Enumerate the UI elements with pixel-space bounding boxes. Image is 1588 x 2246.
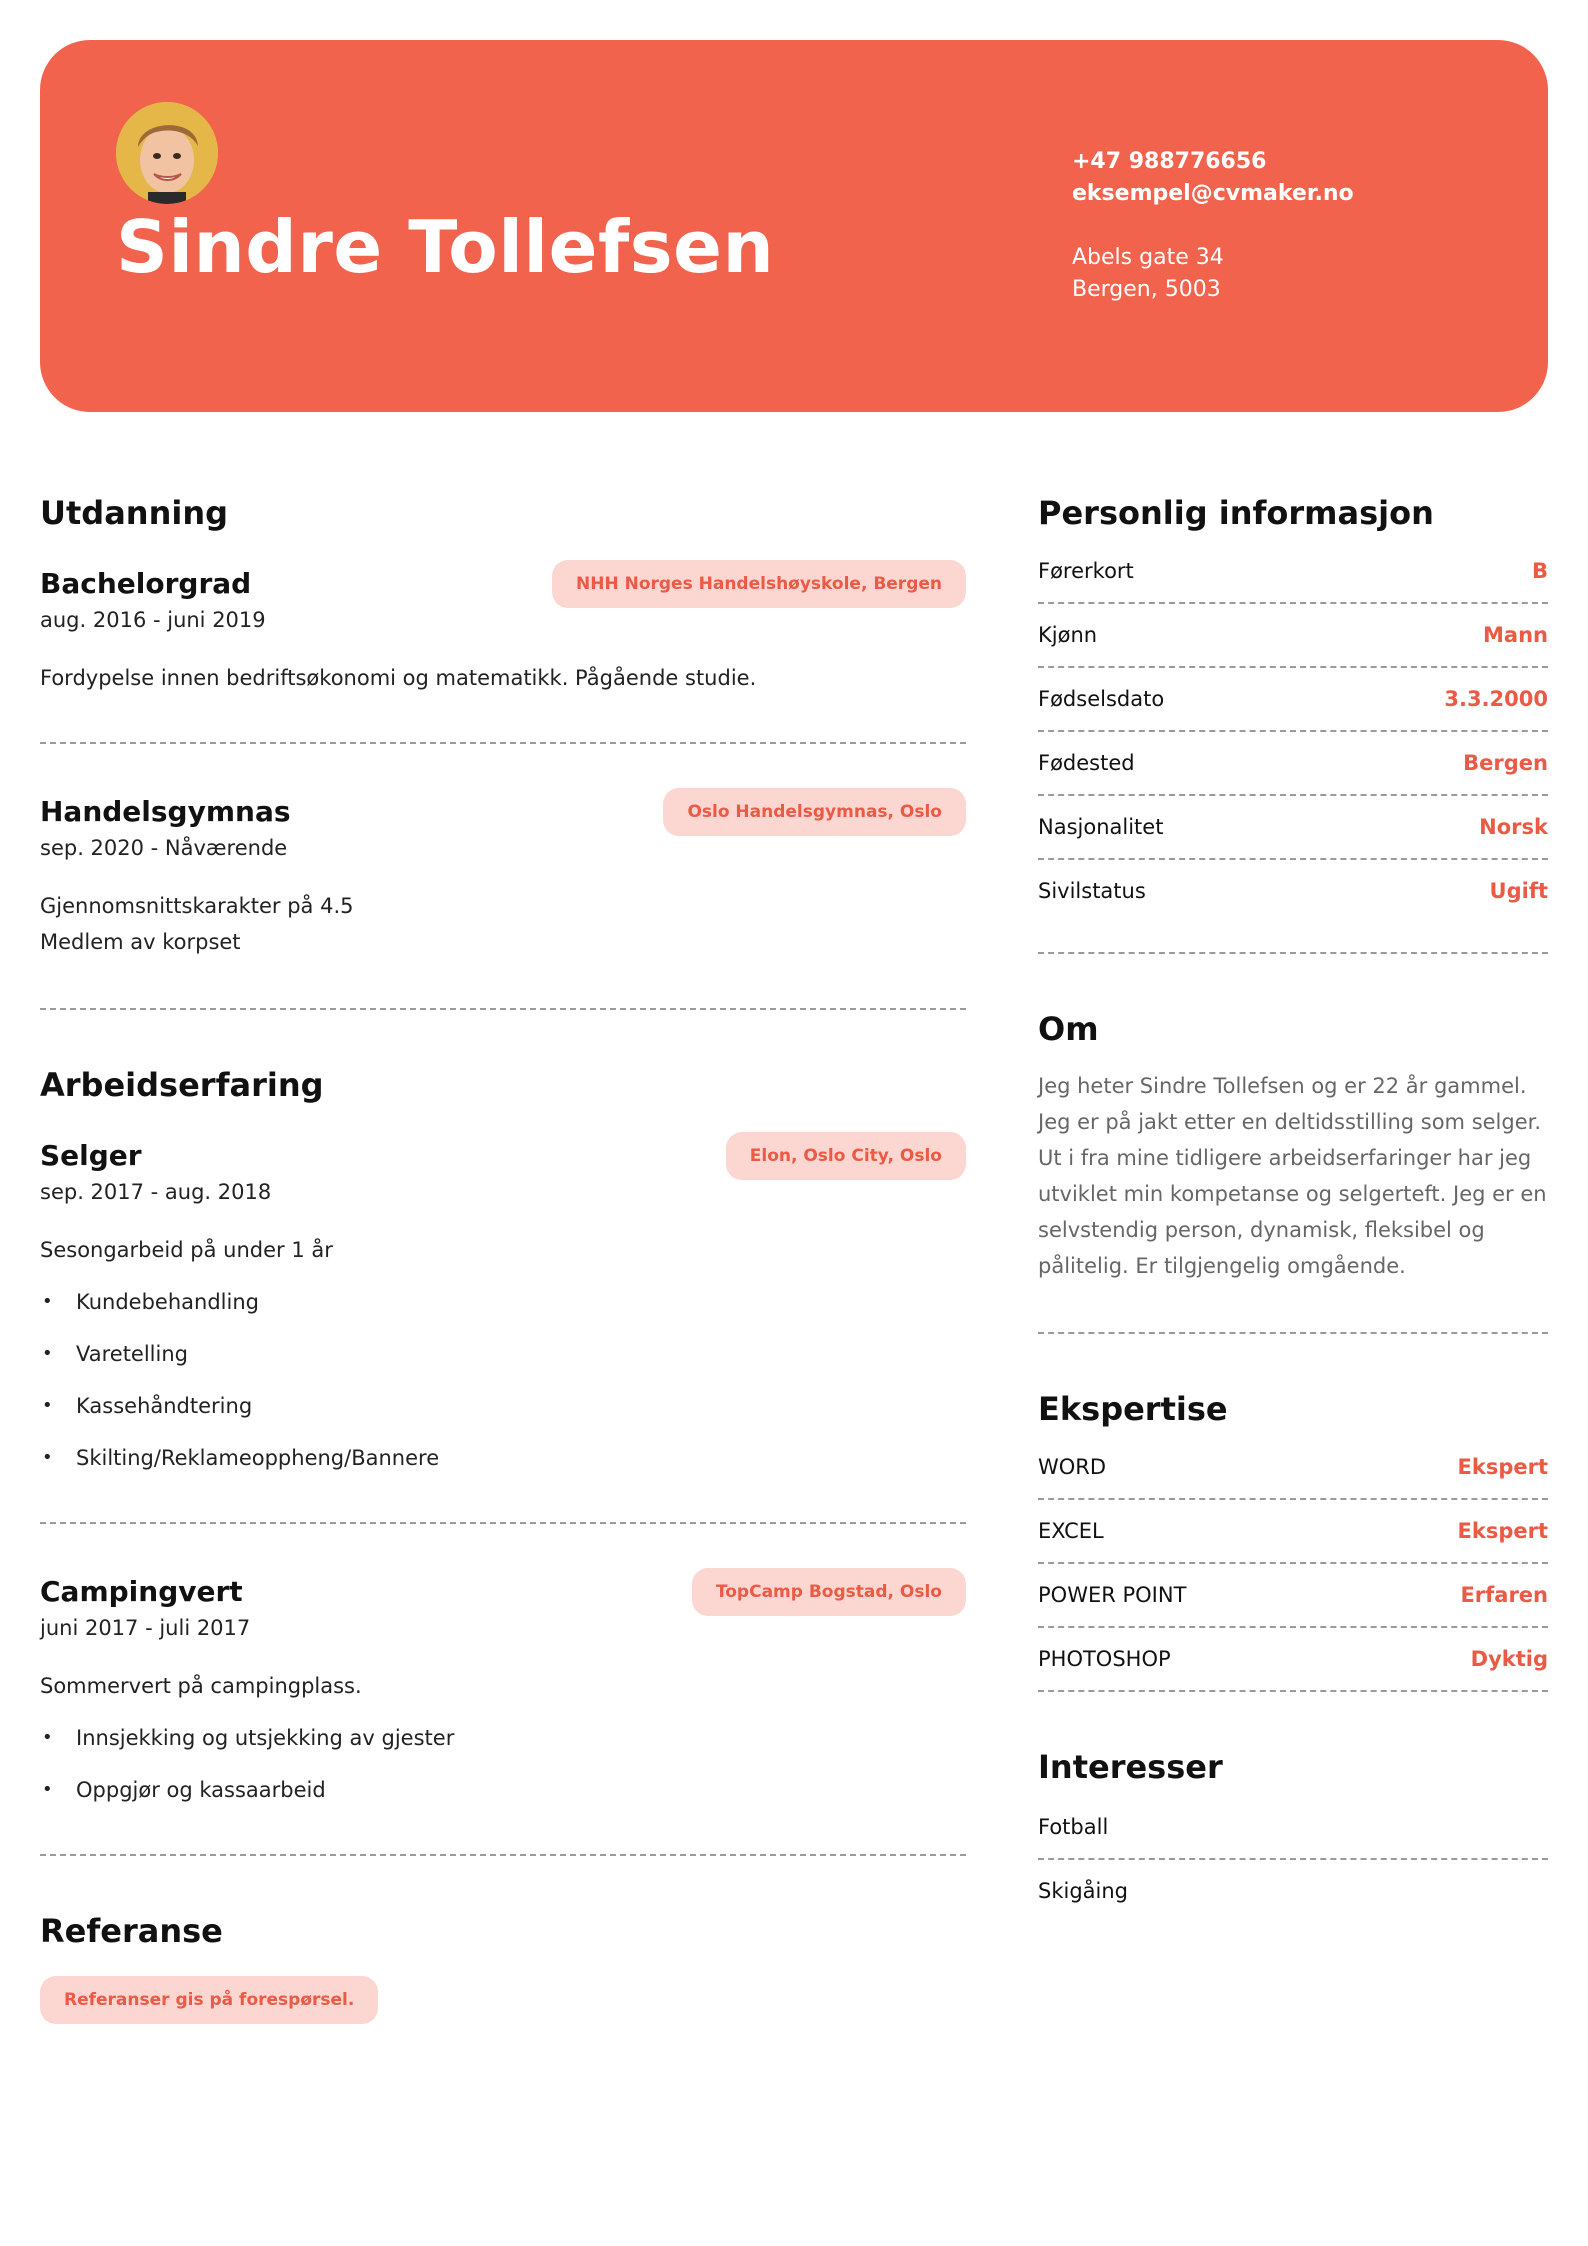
entry-title: Selger xyxy=(40,1139,142,1172)
institution-chip: NHH Norges Handelshøyskole, Bergen xyxy=(552,560,966,608)
profile-photo-icon xyxy=(116,102,218,204)
entry-description-line: Gjennomsnittskarakter på 4.5 xyxy=(40,894,354,918)
experience-entry xyxy=(40,1568,966,1808)
list-item: • Varetelling xyxy=(40,1336,966,1372)
education-section-title: Utdanning xyxy=(40,494,228,532)
skill-label: PHOTOSHOP xyxy=(1038,1647,1171,1671)
info-value: Ugift xyxy=(1489,879,1548,903)
duties-list xyxy=(40,1284,966,1476)
info-label: Fødested xyxy=(1038,751,1135,775)
list-item: • Skilting/Reklameoppheng/Bannere xyxy=(40,1440,966,1476)
entry-description: Fordypelse innen bedriftsøkonomi og matematikk. Pågående studie. xyxy=(40,666,757,690)
interest-item: Fotball xyxy=(1038,1815,1109,1839)
skill-row xyxy=(1038,1564,1548,1626)
interests-section-title: Interesser xyxy=(1038,1748,1223,1786)
left-column xyxy=(40,488,966,2024)
entry-summary: Sommervert på campingplass. xyxy=(40,1674,362,1698)
contact-block xyxy=(1072,146,1354,306)
interest-item: Skigåing xyxy=(1038,1879,1128,1903)
info-value: 3.3.2000 xyxy=(1444,687,1548,711)
skills-section-title: Ekspertise xyxy=(1038,1390,1228,1428)
reference-chip-wrap xyxy=(40,1976,966,2024)
skill-level: Erfaren xyxy=(1460,1583,1548,1607)
header-banner xyxy=(40,40,1548,412)
skill-label: WORD xyxy=(1038,1455,1107,1479)
list-item: • Kassehåndtering xyxy=(40,1388,966,1424)
divider xyxy=(40,1522,966,1524)
experience-entry xyxy=(40,1132,966,1476)
address-line-2: Bergen, 5003 xyxy=(1072,277,1221,302)
divider xyxy=(1038,1690,1548,1692)
info-value: Bergen xyxy=(1463,751,1548,775)
info-row-drivers-license xyxy=(1038,540,1548,602)
skill-level: Dyktig xyxy=(1470,1647,1548,1671)
divider xyxy=(40,742,966,744)
entry-date: aug. 2016 - juni 2019 xyxy=(40,608,266,632)
info-row-birthplace xyxy=(1038,732,1548,794)
address-line-1: Abels gate 34 xyxy=(1072,245,1224,270)
full-name: Sindre Tollefsen xyxy=(116,205,775,289)
reference-section-title: Referanse xyxy=(40,1912,223,1950)
right-column xyxy=(1038,488,1548,1922)
skill-row xyxy=(1038,1436,1548,1498)
list-item: • Innsjekking og utsjekking av gjester xyxy=(40,1720,966,1756)
info-row-birthdate xyxy=(1038,668,1548,730)
info-value: B xyxy=(1531,559,1548,583)
skill-label: POWER POINT xyxy=(1038,1583,1187,1607)
education-entry xyxy=(40,560,966,696)
entry-description-line: Medlem av korpset xyxy=(40,930,241,954)
interests-list xyxy=(1038,1796,1548,1922)
personal-info-list xyxy=(1038,540,1548,954)
avatar xyxy=(116,102,218,204)
entry-summary: Sesongarbeid på under 1 år xyxy=(40,1238,333,1262)
entry-title: Handelsgymnas xyxy=(40,795,291,828)
about-section-title: Om xyxy=(1038,1010,1099,1048)
employer-chip: Elon, Oslo City, Oslo xyxy=(726,1132,966,1180)
divider xyxy=(40,1854,966,1856)
info-row-gender xyxy=(1038,604,1548,666)
skill-label: EXCEL xyxy=(1038,1519,1104,1543)
entry-title: Bachelorgrad xyxy=(40,567,252,600)
info-label: Førerkort xyxy=(1038,559,1134,583)
email-address: eksempel@cvmaker.no xyxy=(1072,181,1354,206)
list-item: • Oppgjør og kassaarbeid xyxy=(40,1772,966,1808)
skill-row xyxy=(1038,1628,1548,1690)
entry-title: Campingvert xyxy=(40,1575,243,1608)
info-row-marital-status xyxy=(1038,860,1548,922)
info-value: Mann xyxy=(1483,623,1548,647)
info-label: Kjønn xyxy=(1038,623,1098,647)
info-value: Norsk xyxy=(1479,815,1548,839)
skill-level: Ekspert xyxy=(1457,1455,1548,1479)
reference-chip: Referanser gis på forespørsel. xyxy=(40,1976,378,2024)
phone-number: +47 988776656 xyxy=(1072,149,1267,174)
about-text: Jeg heter Sindre Tollefsen og er 22 år gammel. Jeg er på jakt etter en deltidsstilling som selger. Ut i fra mine tidligere arbeidserfaringer har jeg utviklet min kompetanse og selgerteft. Jeg er en selvstendig person, dynamisk, fleksibel og pålitelig. Er tilgjengelig omgående. xyxy=(1038,1074,1547,1278)
education-entry xyxy=(40,788,966,960)
info-row-nationality xyxy=(1038,796,1548,858)
info-label: Fødselsdato xyxy=(1038,687,1165,711)
info-label: Sivilstatus xyxy=(1038,879,1146,903)
entry-date: sep. 2017 - aug. 2018 xyxy=(40,1180,272,1204)
experience-section-title: Arbeidserfaring xyxy=(40,1066,324,1104)
skill-level: Ekspert xyxy=(1457,1519,1548,1543)
employer-chip: TopCamp Bogstad, Oslo xyxy=(692,1568,966,1616)
divider xyxy=(1038,1332,1548,1334)
divider xyxy=(40,1008,966,1010)
skills-list xyxy=(1038,1436,1548,1692)
entry-date: sep. 2020 - Nåværende xyxy=(40,836,288,860)
duties-list xyxy=(40,1720,966,1808)
skill-row xyxy=(1038,1500,1548,1562)
institution-chip: Oslo Handelsgymnas, Oslo xyxy=(663,788,966,836)
personal-info-section-title: Personlig informasjon xyxy=(1038,494,1434,532)
divider xyxy=(1038,952,1548,954)
list-item: • Kundebehandling xyxy=(40,1284,966,1320)
info-label: Nasjonalitet xyxy=(1038,815,1164,839)
entry-date: juni 2017 - juli 2017 xyxy=(40,1616,251,1640)
